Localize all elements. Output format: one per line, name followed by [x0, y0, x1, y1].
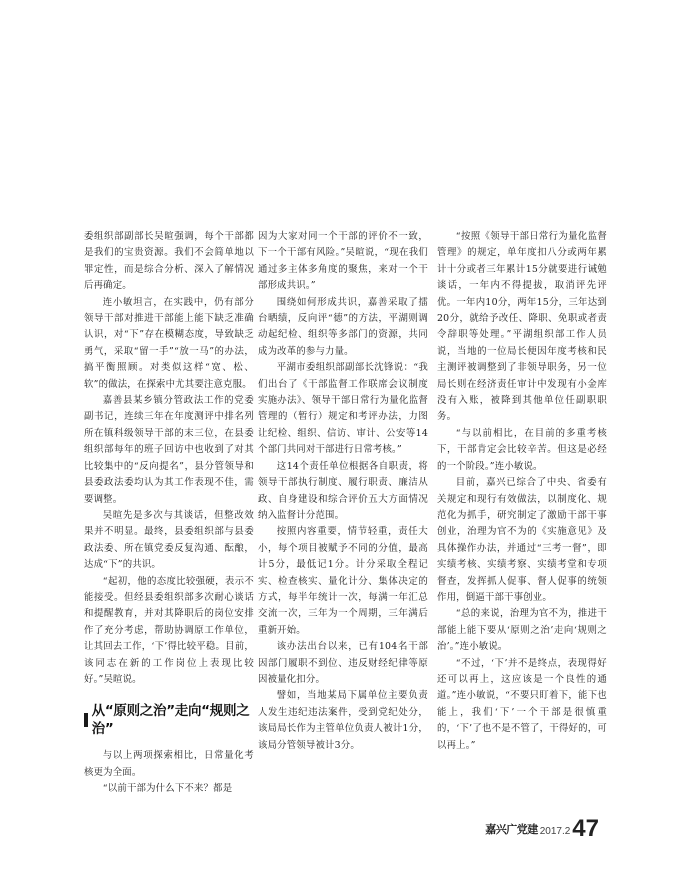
paragraph: “不过，‘下’并不是终点，表现得好还可以再上，这应该是一个良性的通道。”连小敏说，“不要只盯着下，能下也能上，我们‘下’一个干部是很慎重的，‘下’了也不是不管了，干得好的，可以再上。” [437, 657, 607, 751]
paragraph: 按照内容重要，情节轻重，责任大小，每个项目被赋予不同的分值，最高计5分，最低记1分。计分采取全程记实、检查核实、量化计分、集体决定的方式，每半年统计一次，每满一年汇总交流一次，三年为一个周期，三年满后重新开始。 [258, 526, 428, 636]
paragraph: “总的来说，治理为官不为，推进干部能上能下要从‘原则之治’走向‘规则之治’。”连小敏说。 [437, 608, 607, 653]
paragraph: 与以上两项探索相比，日常量化考核更为全面。 [84, 750, 254, 778]
article-column-1 [84, 229, 254, 798]
paragraph: 连小敏坦言，在实践中，仍有部分领导干部对推进干部能上能下缺乏准确认识，对“下”存在模糊态度，导致缺乏勇气，采取“留一手”“放一马”的办法，搞平衡照顾。对类似这样“宽、松、软”的做法，在探索中尤其要注意克服。 [84, 296, 254, 390]
paragraph: 目前，嘉兴已综合了中央、省委有关规定和现行有效做法，以制度化、规范化为抓手，研究制定了激励干部干事创业，治理为官不为的《实施意见》及具体操作办法，并通过“三考一督”，即实绩考核、实绩考察、实绩考堂和专项督查，发挥抓人促事、督人促事的统领作用，倒逼干部干事创业。 [437, 477, 607, 603]
section-heading-text: 从“原则之治”走向“规则之治” [91, 703, 250, 738]
paragraph: “与以前相比，在目前的多重考核下，干部肯定会比较辛苦。但这是必经的一个阶段。”连小敏说。 [437, 427, 607, 472]
paragraph: “以前干部为什么下不来？都是 [102, 783, 233, 795]
paragraph: 该办法出台以来，已有104名干部因部门履职不到位、违反财经纪律等原因被量化扣分。 [258, 641, 428, 685]
paragraph: “按照《领导干部日常行为量化监督管理》的规定，单年度扣八分或两年累计十分或者三年累计15分就要进行诫勉谈话，一年内不得提拔，取消评先评优。一年内10分，两年15分，三年达到20分，就给予改任、降职、免职或者责令辞职等处理。”平湖组织部工作人员说，当地的一位局长便因年度考核和民主测评被调整到了非领导职务，另一位局长则在经济责任审计中发现有小金库没有入账，被降到其他单位任副职职务。 [437, 231, 607, 423]
paragraph: 委组织部副部长吴暄强调，每个干部都是我们的宝贵资源。我们不会简单地以罪定性，而是综合分析、深入了解情况后再确定。 [84, 231, 254, 292]
paragraph: “起初，他的态度比较强硬，表示不能接受。但经县委组织部多次耐心谈话和提醒教育，并对其降职后的岗位安排作了充分考虑，帮助协调原工作单位，让其回去工作，‘下’得比较平稳。目前，该同志在新的工作岗位上表现比较好。”吴暄说。 [84, 575, 254, 685]
article-column-2 [258, 229, 428, 754]
paragraph: 这14个责任单位根据各自职责，将领导干部执行制度、履行职责、廉洁从政、自身建设和综合评价五大方面情况纳入监督计分范围。 [258, 460, 428, 521]
paragraph: 因为大家对同一个干部的评价不一致，下一个干部有风险。”吴暄说，“现在我们通过多主体多角度的聚焦，来对一个干部形成共识。” [258, 231, 428, 292]
paragraph: 譬如，当地某局下属单位主要负责人发生违纪违法案件，受到党纪处分，该局局长作为主管单位负责人被计1分，该局分管领导被计3分。 [258, 690, 428, 751]
magazine-brand: 嘉兴广党建 [485, 823, 538, 836]
article-column-3 [437, 229, 607, 754]
paragraph: 围绕如何形成共识，嘉善采取了擂台晒绩，反向评“德”的方法，平湖则调动起纪检、组织等多部门的资源，共同成为改革的参与力量。 [258, 296, 428, 357]
section-heading [84, 702, 254, 738]
paragraph: 吴暄先是多次与其谈话，但整改效果并不明显。最终，县委组织部与县委政法委、所在镇党委反复沟通、酝酿，达成“下”的共识。 [84, 509, 254, 571]
page-footer [485, 815, 599, 842]
heading-bar [84, 713, 88, 727]
page-number: 47 [572, 815, 599, 842]
issue-number: 2017.2 [539, 826, 571, 837]
paragraph: 嘉善县某乡镇分管政法工作的党委副书记，连续三年在年度测评中排名列所在镇科级领导干部的末三位，在县委组织部每年的班子回访中也收到了对其比较集中的“反向提名”，县分管领导和县委政法委均认为其工作表现不佳，需要调整。 [84, 395, 254, 505]
paragraph: 平湖市委组织部副部长沈锋说：“我们出台了《干部监督工作联席会议制度实施办法》、领导干部日常行为量化监督管理的（暂行）规定和考评办法，力图让纪检、组织、信访、审计、公安等14个部门共同对干部进行日常考核。” [258, 362, 428, 456]
